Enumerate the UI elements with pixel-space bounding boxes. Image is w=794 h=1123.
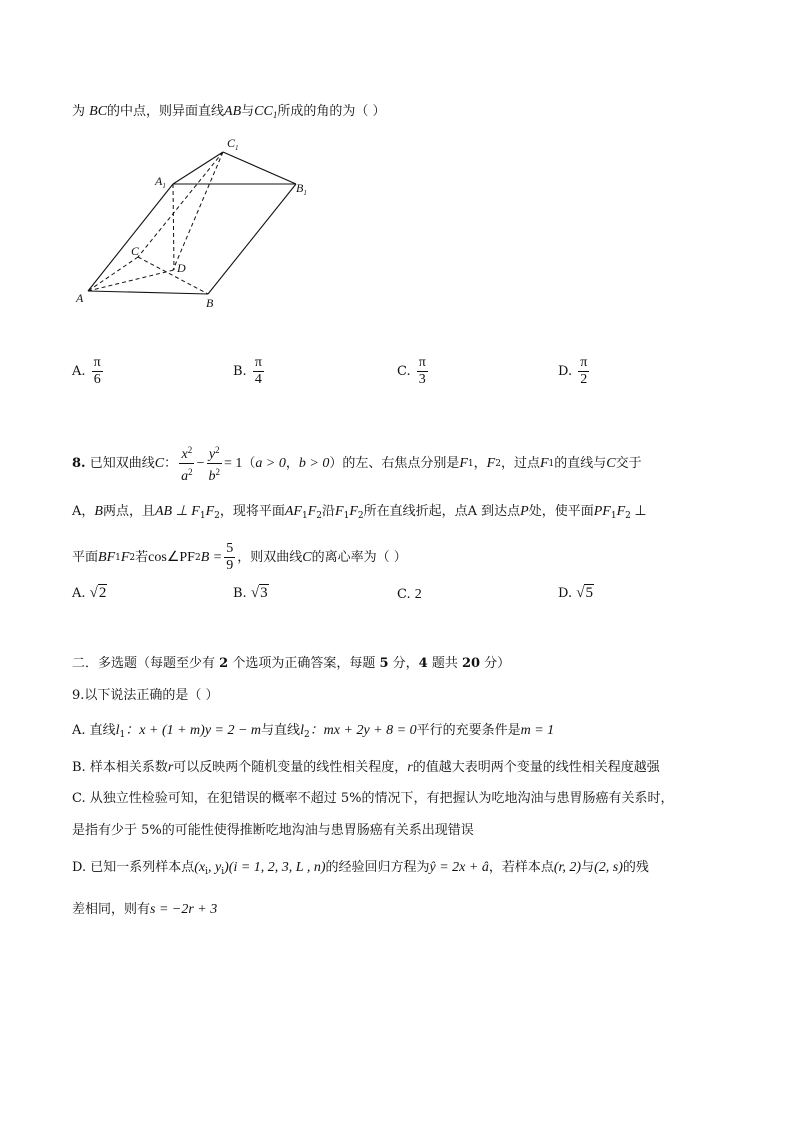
q8-option-d-val: 5 <box>585 585 593 601</box>
q9-d-l2b: s = −2r + 3 <box>150 902 218 917</box>
q8-l3-t1: 平面 <box>72 549 99 565</box>
q8-l2-a: A， <box>72 504 95 519</box>
s2-e: 分， <box>388 656 419 671</box>
q7-option-c-letter: C. <box>397 364 411 379</box>
s2-f: 4 <box>418 656 428 671</box>
q7-cc: CC <box>254 104 273 119</box>
frac-num: π <box>418 355 426 370</box>
q9-option-d-cont <box>72 901 217 919</box>
frac-num: 5 <box>226 541 234 556</box>
q9-d-eq: ŷ = 2x + â <box>429 860 489 875</box>
q9-b-t2: 可以反映两个随机变量的线性相关程度， <box>173 760 408 775</box>
q7-option-a-letter: A. <box>72 364 86 379</box>
frac-den: 4 <box>254 372 262 387</box>
q9-d-r2: (r, 2) <box>553 860 582 875</box>
q8-option-a-val: 2 <box>98 585 107 601</box>
frac-den: 9 <box>226 558 234 573</box>
q9-option-c[interactable]: C. 从独立性检验可知，在犯错误的概率不超过 5%的情况下，有把握认为吃地沟油与患胃肠癌有关系时， <box>72 791 674 806</box>
label-b: B <box>206 296 214 310</box>
frac-num: π <box>580 355 588 370</box>
q8-line1: 8. 已知双曲线 C ： $\frac{x^2}{a^2}$ − $\frac{y^2}{b^2}$ = 1 （ a > 0 ， b > 0 ）的左、右焦点分别是 F 1 ， F 2 ，过点 F 1 的直线与 C 交于 <box>72 442 642 485</box>
q9-d-mid: 的经验回归方程为 <box>325 860 430 875</box>
q9-a-m: m = 1 <box>520 723 555 738</box>
q8-l2-t4: 所在直线折起，点A 到达点 <box>363 504 521 519</box>
q9-a-l1: l <box>115 723 120 738</box>
q8-cond-close: ）的左、右焦点分别是 <box>329 455 460 471</box>
q9-d-prefix: D. 已知一系列样本点 <box>72 860 195 875</box>
q9-a-l2: l <box>300 723 304 738</box>
q8-tail2: 的直线与 <box>554 455 607 471</box>
q7-option-c[interactable] <box>397 355 430 388</box>
q7-option-d-frac <box>578 355 589 388</box>
q7-stem-mid: 的中点，则异面直线 <box>107 104 225 119</box>
q8-l2-t1: 两点，且 <box>102 504 155 519</box>
q7-option-b-letter: B. <box>233 364 247 379</box>
s2-h: 20 <box>461 656 481 671</box>
q8-option-c-letter: C. <box>397 587 411 602</box>
q8-l3-t4: 的离心率为（ ） <box>311 549 407 565</box>
q8-l2-p: P <box>520 504 529 519</box>
q9-option-c-cont: 是指有少于 5%的可能性使得推断吃地沟油与患胃肠癌有关系出现错误 <box>72 823 474 838</box>
q7-ab: AB <box>224 104 242 119</box>
q8-c: C <box>154 455 165 471</box>
q9-d-mid2: ，若样本点 <box>488 860 554 875</box>
q8-option-b[interactable] <box>233 585 269 602</box>
sqrt-icon: √2 <box>89 585 107 601</box>
q8-l2-b: B <box>94 504 103 519</box>
q8-l2-t3: 沿 <box>322 504 336 519</box>
label-a1: $A_1$ <box>155 174 166 190</box>
q7-option-d[interactable] <box>558 355 591 388</box>
q8-option-b-letter: B. <box>233 586 247 601</box>
q9-a-tail: 平行的充要条件是 <box>416 723 521 738</box>
q8-number: 8. <box>72 455 86 471</box>
q9-d-l2a: 差相同，则有 <box>72 902 151 917</box>
label-a: A <box>76 291 84 305</box>
q7-stem-prefix: 为 <box>72 104 90 119</box>
q9-option-a[interactable]: A. 直线$l_1$：x + (1 + m)y = 2 − m与直线$l_2$：mx + 2y + 8 = 0平行的充要条件是m = 1 <box>72 723 555 740</box>
q8-frac-x: $\frac{x^2}{a^2}$ <box>179 442 195 485</box>
q9-d-pts3: )(i = 1, 2, 3, L , n) <box>224 860 326 875</box>
q8-option-a[interactable] <box>72 585 107 602</box>
s2-g: 题共 <box>427 656 462 671</box>
q8-tail3: 交于 <box>615 455 642 471</box>
q7-stem-suffix: 所成的角的为（ ） <box>277 104 386 119</box>
q8-f1: F <box>459 455 468 471</box>
q8-frac-cos <box>224 541 235 574</box>
q8-l2-t5: 处，使平面 <box>528 504 594 519</box>
q9-b-r2: r <box>407 760 413 775</box>
sqrt-icon: √3 <box>250 585 268 601</box>
q8-line3: 平面 BF 1 F 2 若 cos∠PF 2 B = $\frac{5}{9}$ ，则双曲线 C 的离心率为（ ） <box>72 541 407 573</box>
q8-comma: ， <box>285 455 299 471</box>
q8-eq-rhs: = 1 <box>224 455 243 471</box>
q8-a-gt: a > 0 <box>255 455 286 471</box>
frac-num: π <box>93 355 101 370</box>
q8-frac-y: $\frac{y^2}{b^2}$ <box>207 442 223 485</box>
s2-b: 2 <box>219 656 229 671</box>
s2-a: 二．多选题（每题至少有 <box>72 656 220 671</box>
q8-option-b-val: 3 <box>260 585 268 601</box>
label-c1: $C_1$ <box>227 136 239 152</box>
q9-option-b[interactable] <box>72 759 660 777</box>
q8-tail: ，过点 <box>500 455 540 471</box>
q8-option-c-val: 2 <box>414 587 422 602</box>
q8-text-a: 已知双曲线 <box>89 455 155 471</box>
prism-figure <box>60 130 340 320</box>
q7-option-a[interactable] <box>72 355 105 388</box>
q9-b-t3: 的值越大表明两个变量的线性相关程度越强 <box>412 760 660 775</box>
q9-d-tail: 的残 <box>622 860 649 875</box>
q9-a-eq2: ：mx + 2y + 8 = 0 <box>309 723 417 738</box>
q7-option-d-letter: D. <box>558 364 573 379</box>
q8-option-c[interactable] <box>397 587 422 603</box>
q8-option-d[interactable] <box>558 585 594 602</box>
q7-option-b[interactable] <box>233 355 266 388</box>
frac-den: 3 <box>418 372 426 387</box>
frac-den: 6 <box>93 372 101 387</box>
s2-d: 5 <box>379 656 389 671</box>
q7-cc-sub: 1 <box>272 110 278 120</box>
q8-option-a-letter: A. <box>72 586 86 601</box>
q9-a-eq1: ：x + (1 + m)y = 2 − m <box>125 723 262 738</box>
q8-l3-t3: ，则双曲线 <box>237 549 303 565</box>
q8-cond-open: （ <box>242 455 256 471</box>
sqrt-icon: √5 <box>576 585 593 601</box>
q9-a-mid: 与直线 <box>261 723 301 738</box>
q7-option-b-frac <box>253 355 264 388</box>
q9-a-prefix: A. 直线 <box>72 723 116 738</box>
q8-l3-cos: cos∠PF <box>148 549 195 565</box>
q8-line2: A，B两点，且AB ⊥ $F_1F_2$，现将平面$AF_1F_2$沿$F_1F_2$所在直线折起，点A 到达点P处，使平面$PF_1F_2$ ⊥ <box>72 504 647 521</box>
q9-b-r: r <box>167 760 174 775</box>
q9-d-pts: (x <box>194 860 206 875</box>
label-d: D <box>177 261 186 275</box>
q7-stem <box>72 103 386 124</box>
s2-c: 个选项为正确答案，每题 <box>228 656 380 671</box>
section2-title <box>72 655 510 673</box>
q7-with: 与 <box>241 104 255 119</box>
q7-option-a-frac <box>92 355 103 388</box>
q9-option-d[interactable]: D. 已知一系列样本点($x_i$, $y_i)(i = 1$, 2, 3, L , n)的经验回归方程为ŷ = 2x + â，若样本点(r, 2)与(2, s)的残 <box>72 860 649 877</box>
q8-b-gt: b > 0 <box>298 455 330 471</box>
q7-bc: BC <box>89 104 108 119</box>
q9-stem: 9.以下说法正确的是（ ） <box>72 688 219 703</box>
label-b1: $B_1$ <box>296 181 307 197</box>
q9-b-t1: B. 样本相关系数 <box>72 760 168 775</box>
q9-d-with: 与 <box>581 860 595 875</box>
s2-i: 分） <box>480 656 511 671</box>
q8-option-d-letter: D. <box>558 586 573 601</box>
q8-l2-t2: ，现将平面 <box>219 504 285 519</box>
q8-f2: F <box>486 455 496 471</box>
frac-den: 2 <box>580 372 588 387</box>
q7-option-c-frac <box>417 355 428 388</box>
q8-l3-t2: 若 <box>135 549 149 565</box>
q9-d-pts2: , y <box>208 860 222 875</box>
q8-colon: ： <box>164 455 178 471</box>
q9-d-2s: (2, s) <box>594 860 623 875</box>
frac-num: π <box>254 355 262 370</box>
q8-l3-b: B = <box>200 549 223 565</box>
label-c: C <box>131 244 140 258</box>
